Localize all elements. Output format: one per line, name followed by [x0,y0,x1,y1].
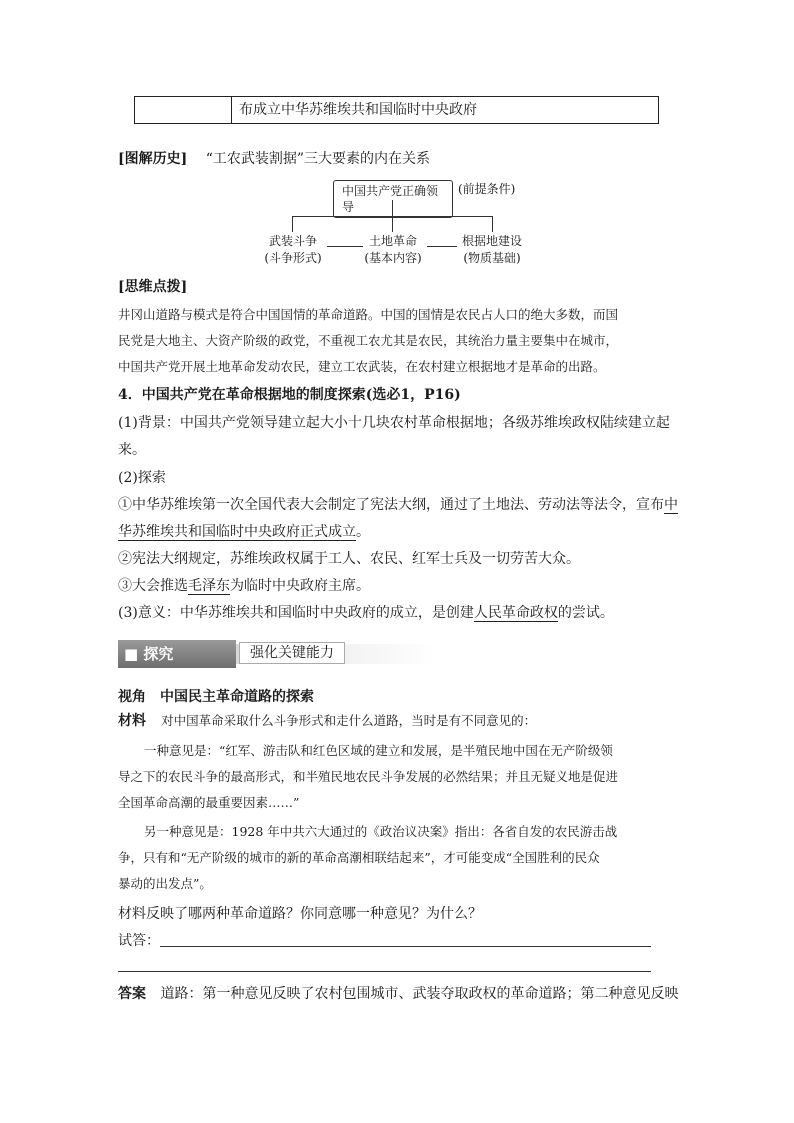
underlined-key-point: 华苏维埃共和国临时中央政府正式成立 [118,524,356,540]
significance-text: 的尝试。 [557,605,614,621]
diagram-node-name: 土地革命 [368,234,417,248]
explore-item-2: ②宪法大纲规定，苏维埃政权属于工人、农民、红军士兵及一切劳苦大众。 [118,551,580,567]
explore-heading: (2)探索 [118,470,166,486]
diagram-connector [492,216,493,232]
answer-line [118,983,678,1005]
explore-text: 。 [356,524,370,540]
material-paragraph-1 [118,738,618,816]
thinking-line: 民党是大地主、大资产阶级的政党，不重视工农尤其是农民，其统治力量主要集中在城市， [118,333,619,348]
question: 材料反映了哪两种革命道路？你同意哪一种意见？为什么？ [118,906,482,922]
illustration-title: “工农武装割据”三大要素的内在关系 [205,151,431,167]
trial-answer-line-1[interactable] [160,946,651,947]
explore-text: ③大会推选 [118,578,188,594]
diagram-connector [392,216,393,232]
diagram-node-note: (斗争形式) [264,251,322,265]
diagram-node [456,233,528,267]
answer-label: 答案 [118,986,146,1002]
diagram-node [262,233,324,267]
diagram-node-note: (物质基础) [463,251,521,265]
illustration-heading [118,148,430,170]
illustration-label: [图解历史] [118,151,188,167]
underlined-key-point: 人民革命政权 [473,605,558,621]
table-right-cell: 布成立中华苏维埃共和国临时中央政府 [239,102,477,118]
background-line: 来。 [118,442,146,458]
diagram-top-box: 中国共产党正确领导 [333,180,453,218]
diagram-connector [292,216,293,232]
underlined-key-point: 毛泽东 [188,578,230,594]
material-line: 暴动的出发点”。 [118,876,212,891]
diagram-top-note: (前提条件) [458,182,516,196]
diagram-node-note: (基本内容) [364,251,422,265]
explore-text: ①中华苏维埃第一次全国代表大会制定了宪法大纲，通过了土地法、劳动法等法令，宣布 [118,497,664,513]
material-line: 导之下的农民斗争的最高形式，和半殖民地农民斗争发展的必然结果；并且无疑义地是促进 [118,769,619,784]
underlined-key-point: 中 [664,497,678,513]
explore-item-3 [118,575,370,597]
inquiry-banner [118,640,436,668]
table-fragment [134,96,659,124]
material-paragraph-2 [118,819,617,897]
significance-line [118,602,614,624]
table-left-cell [135,97,232,123]
thinking-heading: [思维点拨] [118,279,188,295]
material-line: 全国革命高潮的最重要因素……” [118,795,300,810]
answer-text: 道路：第一种意见反映了农村包围城市、武装夺取政权的革命道路；第二种意见反映 [160,986,679,1002]
diagram-link [327,246,363,247]
trial-label: 试答： [118,933,160,949]
banner-label: ■ 探究 [124,645,174,663]
explore-item-1-cont [118,521,370,543]
significance-text: (3)意义：中华苏维埃共和国临时中央政府的成立，是创建 [118,605,474,621]
thinking-line: 中国共产党开展土地革命发动农民，建立工农武装，在农村建立根据地才是革命的出路。 [118,359,606,374]
background-line: (1)背景：中国共产党领导建立起大小十几块农村革命根据地；各级苏维埃政权陆续建立起 [118,415,670,431]
material-line: 争，只有和“无产阶级的城市的新的革命高潮相联结起来”，才可能变成“全国胜利的民众 [118,850,600,865]
material-label: 材料 [118,713,146,729]
thinking-line: 井冈山道路与模式是符合中国国情的革命道路。中国的国情是农民占人口的绝大多数，而国 [118,307,619,322]
explore-text: 为临时中央政府主席。 [230,578,370,594]
trial-answer-line-2[interactable] [118,971,651,972]
diagram-connector [392,200,393,216]
material-intro-line [118,710,536,732]
material-line: 一种意见是：“红军、游击队和红色区域的建立和发展，是半殖民地中国在无产阶级领 [144,743,613,758]
thinking-body [118,302,618,380]
banner-subtitle: 强化关键能力 [239,642,345,664]
explore-item-1 [118,494,678,516]
perspective-title: 视角 中国民主革命道路的探索 [118,689,314,705]
diagram-node-name: 武装斗争 [268,234,317,248]
section-title: 4．中国共产党在革命根据地的制度探索(选必1，P16) [118,387,461,403]
diagram-node [362,233,424,267]
material-line: 另一种意见是：1928 年中共六大通过的《政治议决案》指出：各省自发的农民游击战 [144,824,618,839]
diagram-node-name: 根据地建设 [461,234,522,248]
material-intro: 对中国革命采取什么斗争形式和走什么道路，当时是有不同意见的： [161,713,537,728]
diagram-link [427,246,457,247]
